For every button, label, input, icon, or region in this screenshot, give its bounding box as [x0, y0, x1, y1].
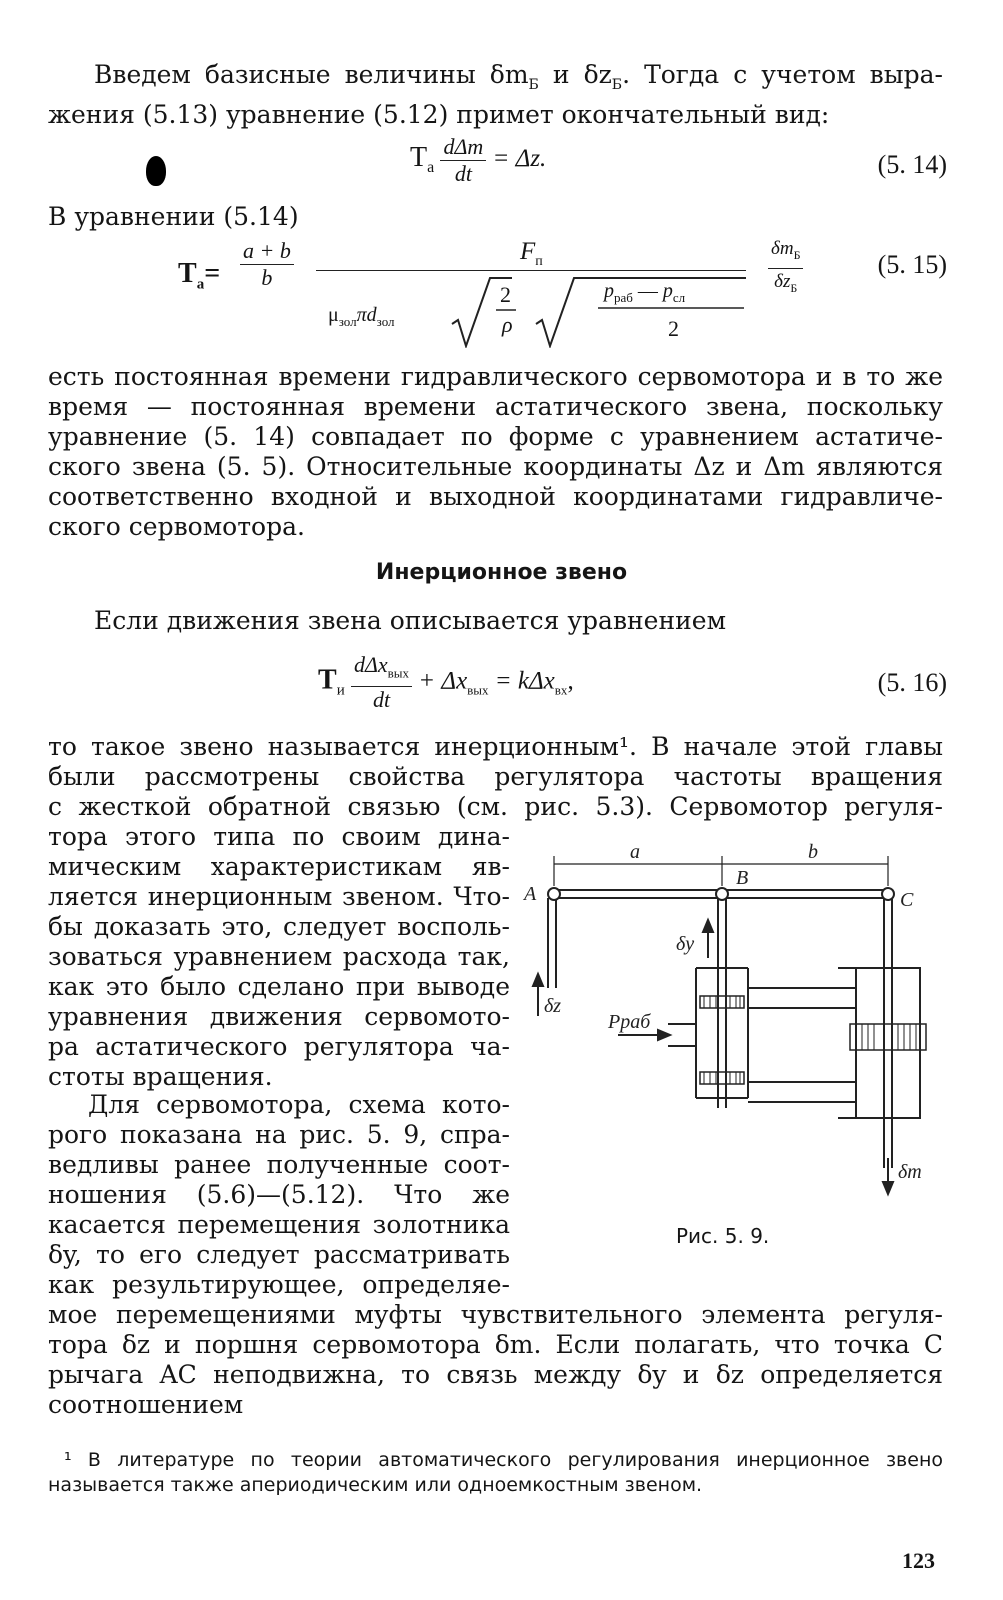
text-line: ляется инерционным звеном. Что- — [48, 882, 510, 911]
page-number: 123 — [902, 1548, 935, 1573]
label-B: B — [736, 867, 749, 889]
text-line: Введем базисные величины $\delta m_Б$ и $\delta z_Б$. Тогда с учетом выра- — [94, 60, 944, 93]
text-line: стоты вращения. — [48, 1062, 273, 1091]
label-b: b — [808, 841, 818, 863]
fraction: $\frac{\text{dΔm}}{dt}$ — [440, 134, 486, 187]
text-line: ра астатического регулятора ча- — [48, 1032, 510, 1061]
paragraph-if-motion — [48, 606, 943, 636]
figure-caption: Рис. 5. 9. — [676, 1224, 770, 1248]
text-line: тора этого типа по своим дина- — [48, 822, 510, 851]
equation-5-14: $T_а$ $\frac{\text{dΔm}}{dt}$ = Δz. — [410, 134, 547, 186]
label-a: a — [630, 841, 640, 863]
ink-blot — [146, 156, 166, 186]
text-line: время — постоянная времени астатического звена, поскольку — [48, 392, 943, 421]
figure-servomotor-diagram — [518, 838, 958, 1208]
text-line: В уравнении (5.14) — [48, 202, 299, 231]
paragraph-wrap-1 — [48, 822, 510, 1092]
paragraph-inertial — [48, 732, 943, 822]
label-A: A — [524, 883, 537, 905]
text-line: δy, то его следует рассматривать — [48, 1240, 510, 1269]
label-dy: δy — [676, 933, 695, 955]
label-dz: δz — [544, 995, 562, 1017]
label-C: C — [900, 889, 914, 911]
text-line: жения (5.13) уравнение (5.12) примет окончательный вид: — [48, 100, 830, 129]
text-line: уравнение (5. 14) совпадает по форме с уравнением астатиче- — [48, 422, 943, 451]
text-line: Для сервомотора, схема кото- — [88, 1090, 510, 1119]
fraction-bar — [316, 270, 746, 271]
text-line: Если движения звена описывается уравнением — [94, 606, 727, 635]
equation-5-16: $T_и$ $\frac{d\Delta x_{вых}}{dt}$ + $\Delta x_{вых} = k\Delta x_{вх}$, — [318, 652, 574, 713]
text-line: рого показана на рис. 5. 9, спра- — [48, 1120, 510, 1149]
text-line: с жесткой обратной связью (см. рис. 5.3). Сервомотор регуля- — [48, 792, 943, 821]
equation-number-5-15: (5. 15) — [877, 250, 947, 279]
footnote: ¹ В литературе по теории автоматического регулирования инерционное звено называется также апериодическим или одноемкостным звеном. — [48, 1449, 943, 1496]
text-line: ского сервомотора. — [48, 512, 305, 541]
text-line: соотношением — [48, 1390, 244, 1419]
fraction-base: $\delta m_Б$ $\delta z_Б$ — [768, 236, 803, 301]
text-line: рычага AC неподвижна, то связь между δy и δz определяется — [48, 1360, 943, 1389]
text-line: касается перемещения золотника — [48, 1210, 510, 1239]
paragraph-in-equation — [48, 202, 943, 232]
text-line: были рассмотрены свойства регулятора частоты вращения — [48, 762, 943, 791]
equation-5-15: $T_а=$ $\frac{a + b}{b}$ $F_п$ $\mu_{зол}\pi d_{зол}$ 2 ρ $p_{раб}$ — $p_{сл}$ 2 $\delta m_Б$ $\delta z_Б$ — [178, 236, 858, 346]
square-root-signs — [450, 274, 750, 348]
text-line: бы доказать это, следует восполь- — [48, 912, 510, 941]
equation-number-5-14: (5. 14) — [877, 150, 947, 179]
paragraph-time-constant — [48, 362, 943, 542]
text-line: зоваться уравнением расхода так, — [48, 942, 510, 971]
equation-number-5-16: (5. 16) — [877, 668, 947, 697]
label-prab: Pраб — [608, 1011, 651, 1033]
text-line: как это было сделано при выводе — [48, 972, 510, 1001]
text-line: тора δz и поршня сервомотора δm. Если полагать, что точка C — [48, 1330, 943, 1359]
text-line: ношения (5.6)—(5.12). Что же — [48, 1180, 510, 1209]
text-line: ского звена (5. 5). Относительные координаты Δz и Δm являются — [48, 452, 943, 481]
section-heading: Инерционное звено — [375, 560, 628, 585]
paragraph-relation — [48, 1300, 943, 1420]
text-line: как результирующее, определяе- — [48, 1270, 510, 1299]
text-line: мое перемещениями муфты чувствительного элемента регуля- — [48, 1300, 943, 1329]
fraction-ab: $\frac{a + b}{b}$ — [240, 238, 294, 291]
text-line: уравнения движения сервомото- — [48, 1002, 510, 1031]
text-line: есть постоянная времени гидравлического сервомотора и в то же — [48, 362, 943, 391]
label-dm: δm — [898, 1161, 922, 1183]
fraction: $\frac{d\Delta x_{вых}}{dt}$ — [351, 652, 412, 713]
paragraph-wrap-2 — [48, 1090, 510, 1300]
text-line: ведливы ранее полученные соот- — [48, 1150, 510, 1179]
paragraph-intro — [48, 60, 943, 130]
text-line: мическим характеристикам яв- — [48, 852, 510, 881]
text-line: то такое звено называется инерционным¹. В начале этой главы — [48, 732, 943, 761]
text-line: соответственно входной и выходной координатами гидравличе- — [48, 482, 943, 511]
